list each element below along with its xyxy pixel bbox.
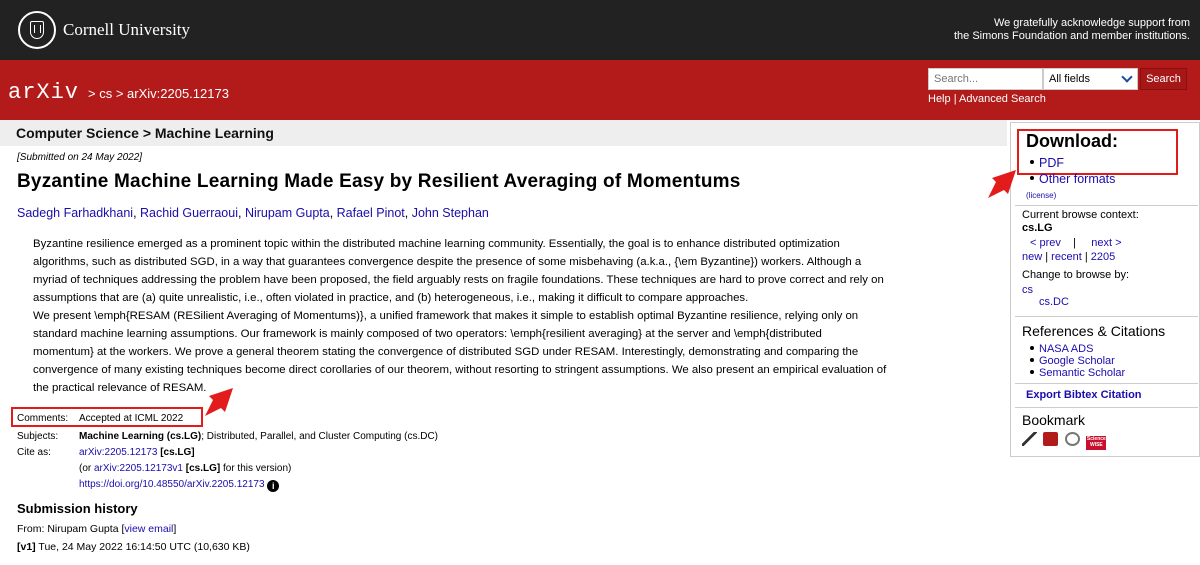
abstract-line: standard machine learning assumptions. Our framework is mainly composed of two operators: \emph{resilient averaging} at the server and \emph{distributed — [33, 328, 822, 340]
abstract-line: myriad of techniques addressing the problem have been proposed, the field arguably rests on fragile foundations. These techniques are hard to prove correct and rely on — [33, 274, 884, 286]
abstract-line: momentum} at the workers. We prove a general theorem stating the convergence of distributed SGD under RESAM. Interestingly, demonstrating and comparing the — [33, 346, 859, 358]
cite-id-link[interactable]: arXiv:2205.12173 — [79, 447, 158, 458]
subjects-label: Subjects: — [17, 431, 59, 442]
cite-label: Cite as: — [17, 447, 51, 458]
paper-title: Byzantine Machine Learning Made Easy by Resilient Averaging of Momentums — [17, 171, 741, 192]
recent-link[interactable]: recent — [1051, 251, 1082, 263]
author-link[interactable]: John Stephan — [411, 206, 489, 220]
comments-value: Accepted at ICML 2022 — [79, 413, 184, 424]
year-link[interactable]: 2205 — [1090, 251, 1116, 263]
primary-subject: Machine Learning (cs.LG) — [79, 431, 202, 442]
support-acknowledgement[interactable]: We gratefully acknowledge support from the Simons Foundation and member institutions. — [953, 17, 1190, 42]
annotation-arrow-icon — [986, 166, 1020, 200]
cornell-seal-icon[interactable] — [18, 11, 56, 49]
author-link[interactable]: Nirupam Gupta — [244, 206, 330, 220]
other-formats-download — [1030, 172, 1115, 186]
browse-cs-link[interactable]: cs — [1022, 284, 1033, 296]
author-link[interactable]: Sadegh Farhadkhani — [17, 206, 134, 220]
mendeley-icon[interactable] — [1043, 432, 1058, 446]
author-link[interactable]: Rafael Pinot — [336, 206, 405, 220]
export-bibtex-link[interactable]: Export Bibtex Citation — [1026, 389, 1142, 401]
doi-row — [79, 479, 279, 492]
abstract-line: We present \emph{RESAM (RESilient Averaging of Momentums)}, a unified framework that makes it simple to establish optimal Byzantine resilience, relying only on — [33, 310, 859, 322]
abstract-line: convergence of many existing techniques become direct corollaries of our theorem, without resorting to stringent assumptions. We also present an empirical evaluation of — [33, 364, 887, 376]
browse-context-value: cs.LG — [1022, 222, 1053, 234]
pdf-link[interactable]: PDF — [1039, 156, 1064, 170]
search-field-value: All fields — [1049, 73, 1090, 85]
version-tag[interactable]: [v1] — [17, 541, 36, 553]
abstract — [33, 235, 983, 397]
breadcrumb[interactable]: > cs > arXiv:2205.12173 — [88, 86, 229, 101]
abstract-line: Byzantine resilience emerged as a prominent topic within the distributed machine learning community. Essentially, the goal is to enhance distributed optimization — [33, 238, 840, 250]
help-link[interactable]: Help — [928, 93, 951, 105]
other-formats-link[interactable]: Other formats — [1039, 172, 1116, 186]
prev-link[interactable]: < prev — [1030, 237, 1061, 249]
view-email-link[interactable]: view email — [124, 523, 174, 535]
next-link[interactable]: next > — [1091, 237, 1122, 249]
author-link[interactable]: Rachid Guerraoui — [140, 206, 238, 220]
download-heading: Download: — [1026, 131, 1118, 151]
arxiv-logo[interactable]: arXiv — [8, 80, 80, 105]
sciencewise-icon[interactable]: Science WISE — [1086, 436, 1106, 448]
license-link[interactable]: (license) — [1026, 191, 1057, 200]
references-list — [1030, 343, 1125, 379]
bookmark-heading: Bookmark — [1022, 412, 1086, 428]
cornell-university-link[interactable]: Cornell University — [63, 20, 191, 39]
author-list: Sadegh Farhadkhani, Rachid Guerraoui, Nirupam Gupta, Rafael Pinot, John Stephan — [17, 206, 489, 220]
abstract-line: assumptions that are (a) quite unrealistic, i.e., often violated in practice, and (b) heterogeneous, i.e., making it difficult to compare approaches. — [33, 292, 749, 304]
references-heading: References & Citations — [1022, 323, 1166, 339]
search-button[interactable]: Search — [1140, 68, 1187, 90]
advanced-search-link[interactable]: Advanced Search — [959, 93, 1046, 105]
submitter-line: From: Nirupam Gupta [view email] — [17, 523, 177, 535]
browse-csdc-link[interactable]: cs.DC — [1039, 296, 1069, 308]
comments-row — [17, 413, 183, 424]
browse-lists: new | recent | 2205 — [1022, 251, 1116, 263]
new-link[interactable]: new — [1022, 251, 1043, 263]
chevron-down-icon — [1121, 71, 1132, 82]
abstract-line: the practical relevance of RESAM. — [33, 382, 207, 394]
comments-label: Comments: — [17, 413, 69, 424]
google-scholar-link[interactable]: Google Scholar — [1039, 355, 1115, 367]
submission-history-heading: Submission history — [17, 501, 138, 516]
cite-row: Cite as: arXiv:2205.12173 [cs.LG] — [17, 447, 195, 458]
nasa-ads-link[interactable]: NASA ADS — [1039, 343, 1094, 355]
version-line: [v1] Tue, 24 May 2022 16:14:50 UTC (10,630 KB) — [17, 541, 250, 553]
browse-context-label: Current browse context: — [1022, 209, 1139, 221]
info-icon[interactable]: i — [267, 480, 279, 492]
subjects-row: Subjects: Machine Learning (cs.LG); Distributed, Parallel, and Cluster Computing (cs.DC) — [17, 431, 439, 442]
doi-link[interactable]: https://doi.org/10.48550/arXiv.2205.12173 — [79, 479, 265, 490]
search-input[interactable] — [928, 68, 1043, 90]
search-field-select[interactable] — [1043, 68, 1138, 90]
pdf-download — [1030, 156, 1064, 170]
abstract-line: algorithms, such as distributed SGD, in a way that guarantees convergence despite the presence of some misbehaving (a.k.a., {\em Byzantine}) workers. Although a — [33, 256, 862, 268]
help-links: Help | Advanced Search — [928, 93, 1046, 105]
semantic-scholar-link[interactable]: Semantic Scholar — [1039, 367, 1126, 379]
reddit-icon[interactable] — [1065, 432, 1080, 446]
change-browse-label: Change to browse by: — [1022, 269, 1130, 281]
subject-heading: Computer Science > Machine Learning — [16, 125, 274, 141]
cite-version-row: (or arXiv:2205.12173v1 [cs.LG] for this version) — [79, 463, 292, 474]
cite-version-link[interactable]: arXiv:2205.12173v1 — [94, 463, 183, 474]
submission-date: [Submitted on 24 May 2022] — [17, 152, 143, 163]
cornell-banner — [0, 0, 1200, 60]
bibsonomy-icon[interactable] — [1022, 432, 1037, 446]
browse-nav: < prev | next > — [1030, 237, 1122, 249]
subject-header — [0, 120, 1007, 146]
bookmark-icons — [1022, 432, 1108, 451]
annotation-arrow-icon — [203, 386, 237, 420]
